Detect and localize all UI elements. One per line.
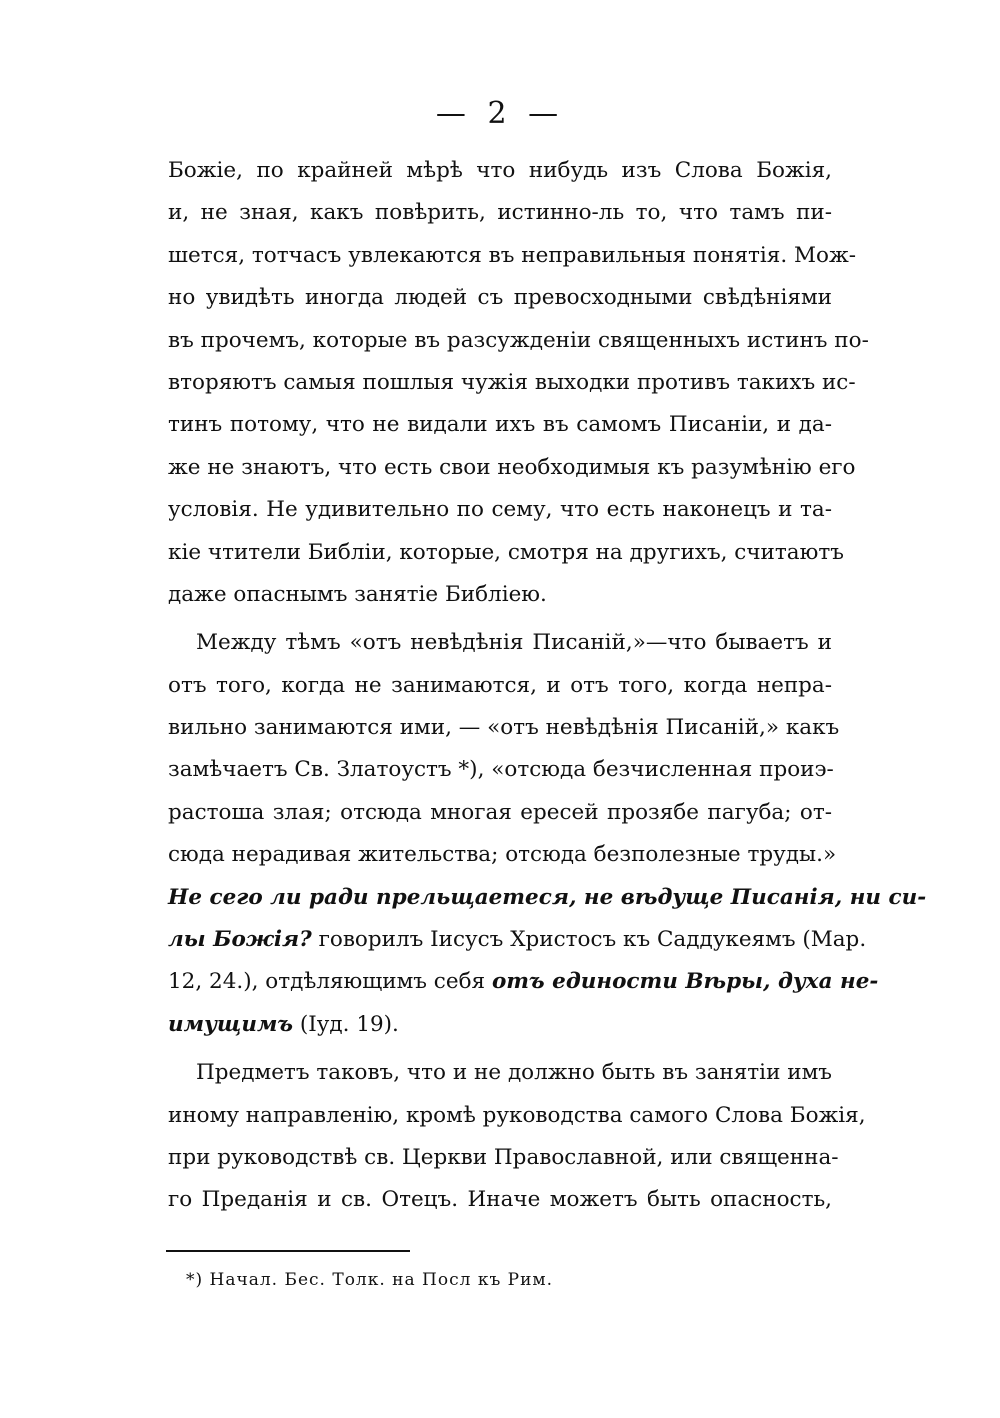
- paragraph-3: [168, 1052, 866, 1222]
- text-line-mixed: [168, 919, 867, 961]
- text-line: же не знаютъ, что есть свои необходимыя къ разумѣнію его: [168, 454, 856, 480]
- page-number: — 2 —: [435, 96, 565, 131]
- paragraph-1: [168, 150, 869, 616]
- text-line: Между тѣмъ «отъ невѣдѣнія Писаній,»—что бываетъ и: [196, 630, 832, 656]
- text-line: го Преданія и св. Отецъ. Иначе можетъ быть опасность,: [168, 1187, 832, 1213]
- text-line: условія. Не удивительно по сему, что есть наконецъ и та-: [168, 497, 832, 523]
- text-run: говорилъ Іисусъ Христосъ къ Саддукеямъ (Мар.: [318, 927, 867, 953]
- text-line-mixed: [168, 1004, 832, 1046]
- text-line: вторяютъ самыя пошлыя чужія выходки противъ такихъ ис-: [168, 369, 856, 395]
- text-line-mixed: [168, 961, 879, 1003]
- text-line: Божіе, по крайней мѣрѣ что нибудь изъ Слова Божія,: [168, 158, 832, 183]
- text-line: шется, тотчасъ увлекаются въ неправильныя понятія. Мож-: [168, 242, 857, 268]
- footnote: *) Начал. Бес. Толк. на Посл къ Рим.: [186, 1270, 554, 1290]
- text-line-italic: [168, 877, 927, 919]
- text-line: замѣчаетъ Св. Златоустъ *), «отсюда безчисленная проиэ-: [168, 757, 834, 783]
- scripture-quote: отъ единости Вѣры, духа не-: [491, 969, 879, 995]
- text-run: (Іуд. 19).: [299, 1011, 399, 1037]
- text-line: вильно занимаются ими, — «отъ невѣдѣнія Писаній,» какъ: [168, 715, 840, 741]
- paragraph-2: [168, 622, 927, 1046]
- text-line: Предметъ таковъ, что и не должно быть въ занятіи имъ: [196, 1060, 832, 1086]
- body-text: [168, 150, 927, 1222]
- text-line: но увидѣть иногда людей съ превосходными свѣдѣніями: [168, 285, 832, 311]
- text-run: 12, 24.), отдѣляющимъ себя: [168, 969, 486, 995]
- text-line: тинъ потому, что не видали ихъ въ самомъ Писаніи, и да-: [168, 412, 832, 438]
- text-line: растоша злая; отсюда многая ересей прозябе пагуба; от-: [168, 799, 832, 825]
- text-line: даже опаснымъ занятіе Библіею.: [168, 581, 547, 607]
- text-line: при руководствѣ св. Церкви Православной, или священна-: [168, 1144, 839, 1170]
- text-line: отъ того, когда не занимаются, и отъ того, когда непра-: [168, 672, 832, 698]
- scripture-quote: Не сего ли ради прельщаетеся, не вѣдуще Писанія, ни си-: [168, 884, 927, 910]
- text-line: сюда нерадивая жительства; отсюда безполезные труды.»: [168, 842, 837, 868]
- text-line: иному направленію, кромѣ руководства самого Слова Божія,: [168, 1102, 866, 1128]
- text-line: и, не зная, какъ повѣрить, истинно-ль то, что тамъ пи-: [168, 200, 832, 226]
- footnote-divider: [166, 1250, 410, 1252]
- scripture-quote: лы Божія?: [168, 927, 312, 953]
- scripture-quote: имущимъ: [168, 1011, 294, 1037]
- text-line: въ прочемъ, которые въ разсужденіи священныхъ истинъ по-: [168, 327, 869, 353]
- text-line: кіе чтители Библіи, которые, смотря на другихъ, считаютъ: [168, 539, 844, 565]
